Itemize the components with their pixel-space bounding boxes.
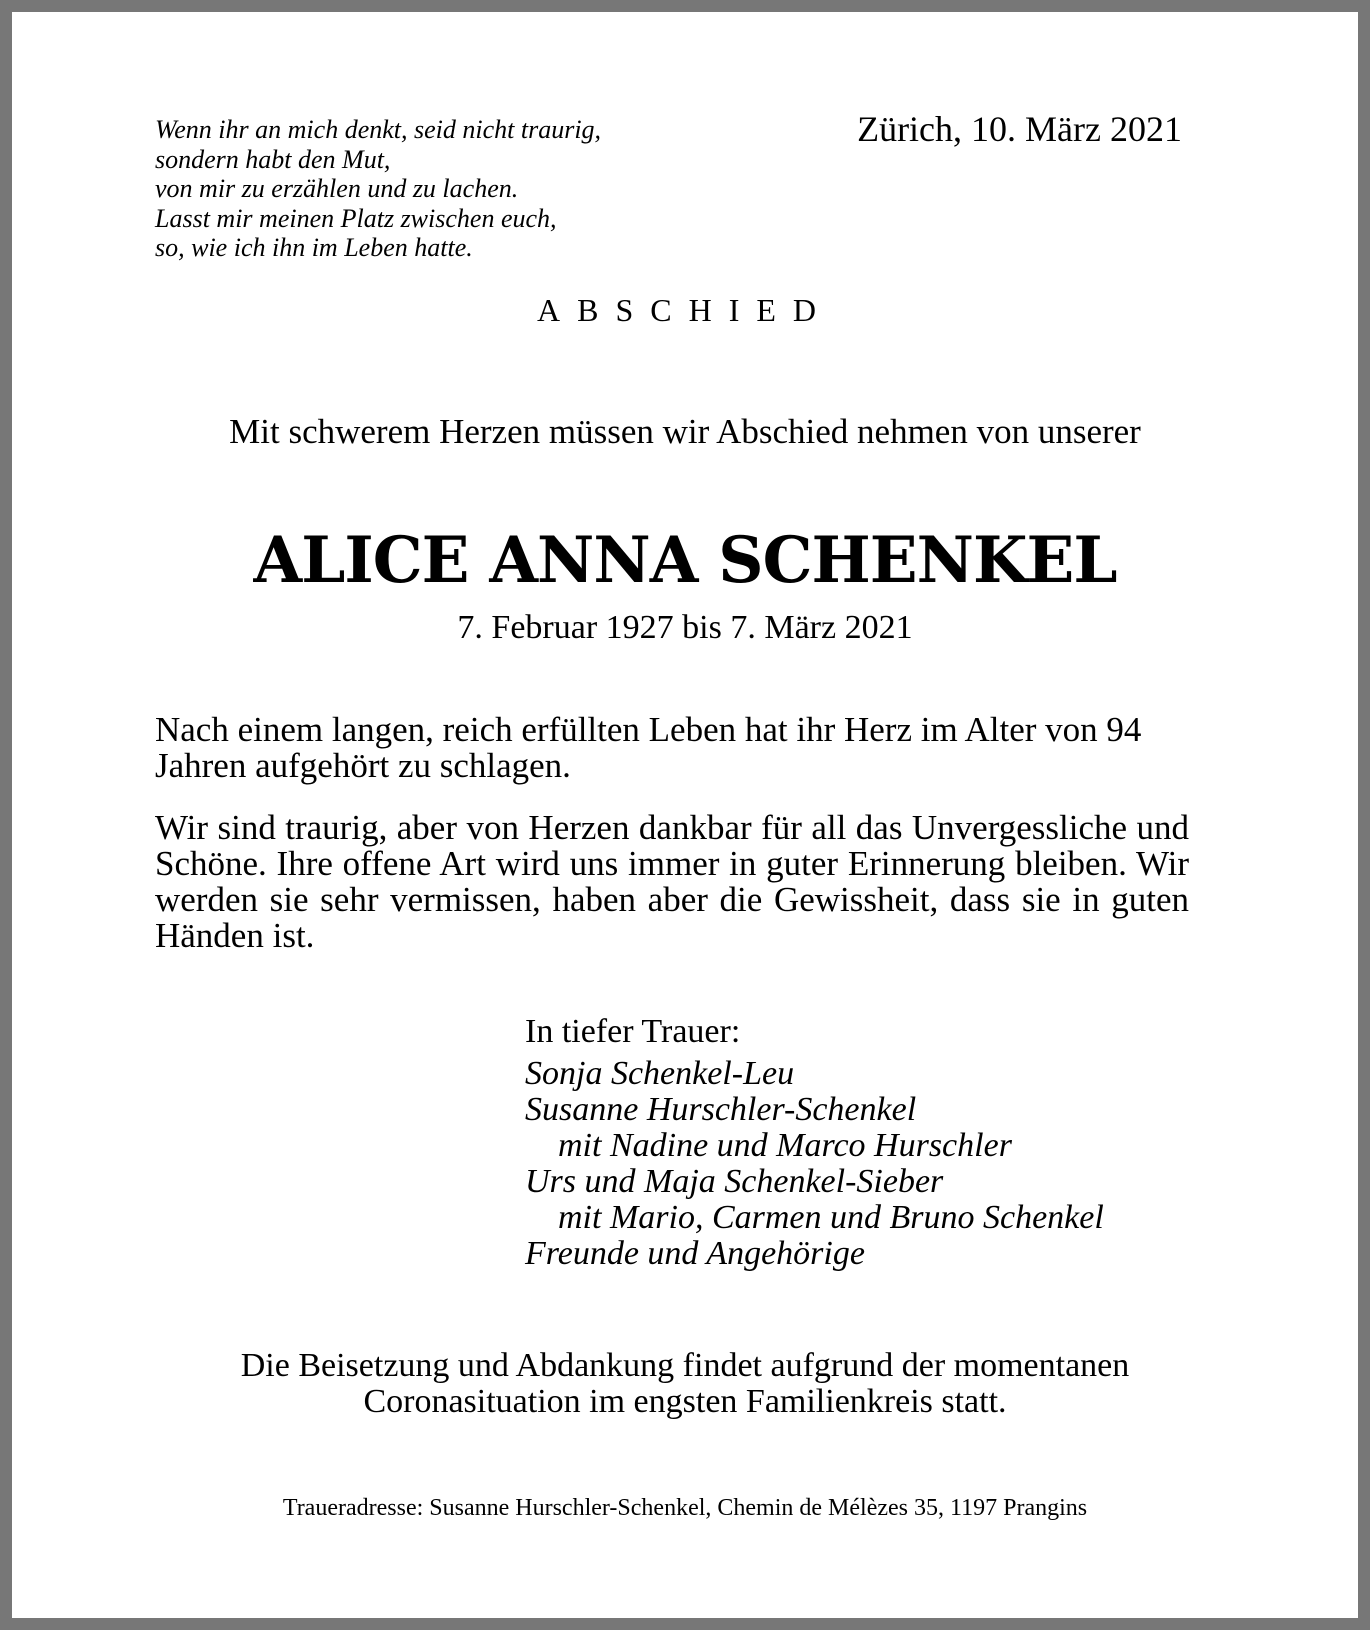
mourners-label: In tiefer Trauer: (525, 1013, 741, 1050)
funeral-notice-line: Coronasituation im engsten Familienkreis statt. (363, 1383, 1007, 1420)
poem-line: Lasst mir meinen Platz zwischen euch, (155, 203, 557, 233)
funeral-notice (12, 1348, 1358, 1420)
poem (155, 115, 601, 263)
poem-line: von mir zu erzählen und zu lachen. (155, 174, 519, 203)
deceased-name: ALICE ANNA SCHENKEL (253, 523, 1117, 598)
obituary-page (12, 12, 1358, 1618)
mourner-name: Freunde und Angehörige (525, 1235, 865, 1272)
mourner-name: mit Nadine und Marco Hurschler (558, 1127, 1012, 1164)
mourner-name: Urs und Maja Schenkel-Sieber (525, 1163, 944, 1200)
poem-line: so, wie ich ihn im Leben hatte. (155, 233, 473, 262)
place-date: Zürich, 10. März 2021 (857, 109, 1182, 149)
heading-abschied: ABSCHIED (536, 292, 833, 328)
poem-line: sondern habt den Mut, (155, 144, 391, 174)
poem-line: Wenn ihr an mich denkt, seid nicht traurig, (155, 115, 602, 144)
mourner-name: Sonja Schenkel-Leu (525, 1055, 795, 1092)
paragraph-gratitude: Wir sind traurig, aber von Herzen dankbar für all das Unvergessliche und Schöne. Ihre offene Art wird uns immer in guter Erinnerung bleiben. Wir werden sie sehr vermissen, haben aber die Gewissheit, dass sie in guten Händen ist. (155, 808, 1189, 955)
intro-line: Mit schwerem Herzen müssen wir Abschied nehmen von unserer (229, 412, 1141, 451)
paragraph-life: Nach einem langen, reich erfüllten Leben hat ihr Herz im Alter von 94 Jahren aufgehört zu schlagen. (155, 710, 1142, 785)
mourning-address: Traueradresse: Susanne Hurschler-Schenkel, Chemin de Mélèzes 35, 1197 Prangins (282, 1495, 1088, 1521)
funeral-notice-line: Die Beisetzung und Abdankung findet aufgrund der momentanen (240, 1347, 1130, 1384)
mourner-name: mit Mario, Carmen und Bruno Schenkel (558, 1199, 1104, 1236)
mourner-name: Susanne Hurschler-Schenkel (525, 1091, 917, 1128)
mourners-block (525, 1014, 1104, 1272)
lifespan-dates: 7. Februar 1927 bis 7. März 2021 (457, 609, 913, 646)
